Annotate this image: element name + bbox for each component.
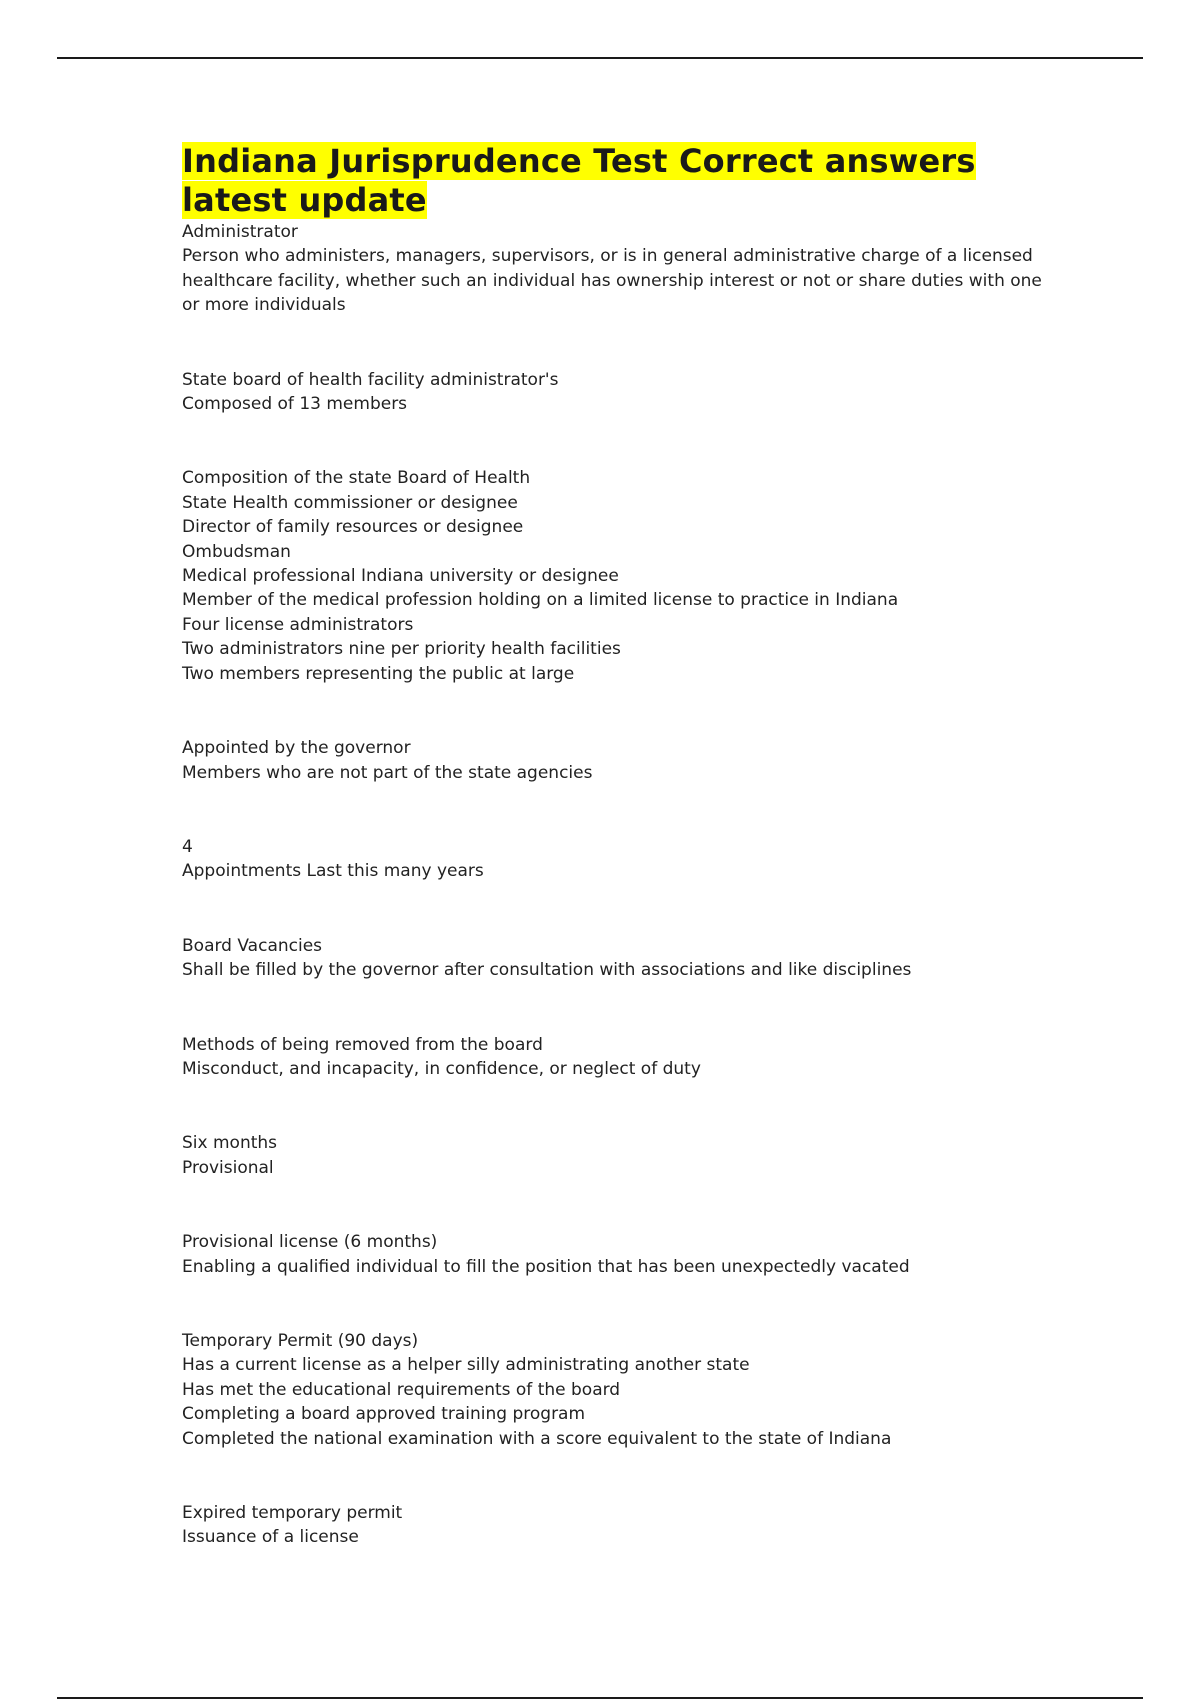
entry-term: Provisional license (6 months) (182, 1232, 438, 1253)
document-body (182, 142, 1042, 1550)
entry-line: State Health commissioner or designee (182, 492, 518, 513)
entry-term: State board of health facility administrator's (182, 369, 559, 390)
entry-term: Composition of the state Board of Health (182, 468, 531, 489)
qa-entry-removal (182, 1033, 1042, 1082)
entry-definition: Composed of 13 members (182, 394, 408, 415)
title-line-1: Indiana Jurisprudence Test Correct answers (182, 142, 976, 180)
entry-line: Two administrators nine per priority health facilities (182, 639, 621, 660)
entry-definition: Members who are not part of the state agencies (182, 762, 593, 783)
entry-term: Board Vacancies (182, 935, 323, 956)
bottom-rule (57, 1697, 1143, 1699)
qa-entry-state-board (182, 368, 1042, 417)
qa-entry-vacancies (182, 934, 1042, 983)
entry-line: Completing a board approved training program (182, 1404, 586, 1425)
entry-definition: Appointments Last this many years (182, 861, 484, 882)
entry-term: Methods of being removed from the board (182, 1034, 543, 1055)
entry-definition: Person who administers, managers, supervisors, or is in general administrative charge of a licensed healthcare facility, whether such an individual has ownership interest or not or share duties with one or more individuals (182, 246, 1042, 316)
entry-term: 4 (182, 836, 193, 857)
entry-definition: Issuance of a license (182, 1527, 359, 1548)
qa-entry-composition (182, 466, 1042, 686)
entry-line: Has a current license as a helper silly administrating another state (182, 1355, 750, 1376)
title-line-2: latest update (182, 181, 427, 219)
entry-term: Appointed by the governor (182, 738, 411, 759)
qa-entry-six-months (182, 1131, 1042, 1180)
qa-entry-provisional-license (182, 1230, 1042, 1279)
entry-term: Administrator (182, 222, 298, 242)
entry-definition: Misconduct, and incapacity, in confidence, or neglect of duty (182, 1058, 701, 1079)
entry-line: Has met the educational requirements of the board (182, 1379, 621, 1400)
entry-line: Ombudsman (182, 541, 291, 562)
qa-entry-administrator (182, 220, 1042, 318)
entry-term: Six months (182, 1133, 278, 1154)
entry-term: Expired temporary permit (182, 1503, 403, 1523)
qa-entry-temporary-permit (182, 1329, 1042, 1451)
entry-term: Temporary Permit (90 days) (182, 1330, 419, 1351)
qa-entry-appointed (182, 736, 1042, 785)
qa-entry-expired-permit (182, 1501, 1042, 1550)
entry-definition: Enabling a qualified individual to fill the position that has been unexpectedly vacated (182, 1256, 910, 1277)
entry-line: Completed the national examination with a score equivalent to the state of Indiana (182, 1428, 892, 1449)
top-rule (57, 57, 1143, 59)
entry-line: Medical professional Indiana university or designee (182, 566, 619, 587)
document-title (182, 142, 1042, 220)
entry-line: Director of family resources or designee (182, 517, 524, 538)
entry-line: Two members representing the public at large (182, 663, 575, 684)
entry-line: Member of the medical profession holding on a limited license to practice in Indiana (182, 590, 899, 611)
qa-entry-years (182, 835, 1042, 884)
entry-definition: Provisional (182, 1157, 274, 1178)
entry-definition: Shall be filled by the governor after consultation with associations and like disciplines (182, 960, 912, 981)
entry-line: Four license administrators (182, 614, 414, 635)
